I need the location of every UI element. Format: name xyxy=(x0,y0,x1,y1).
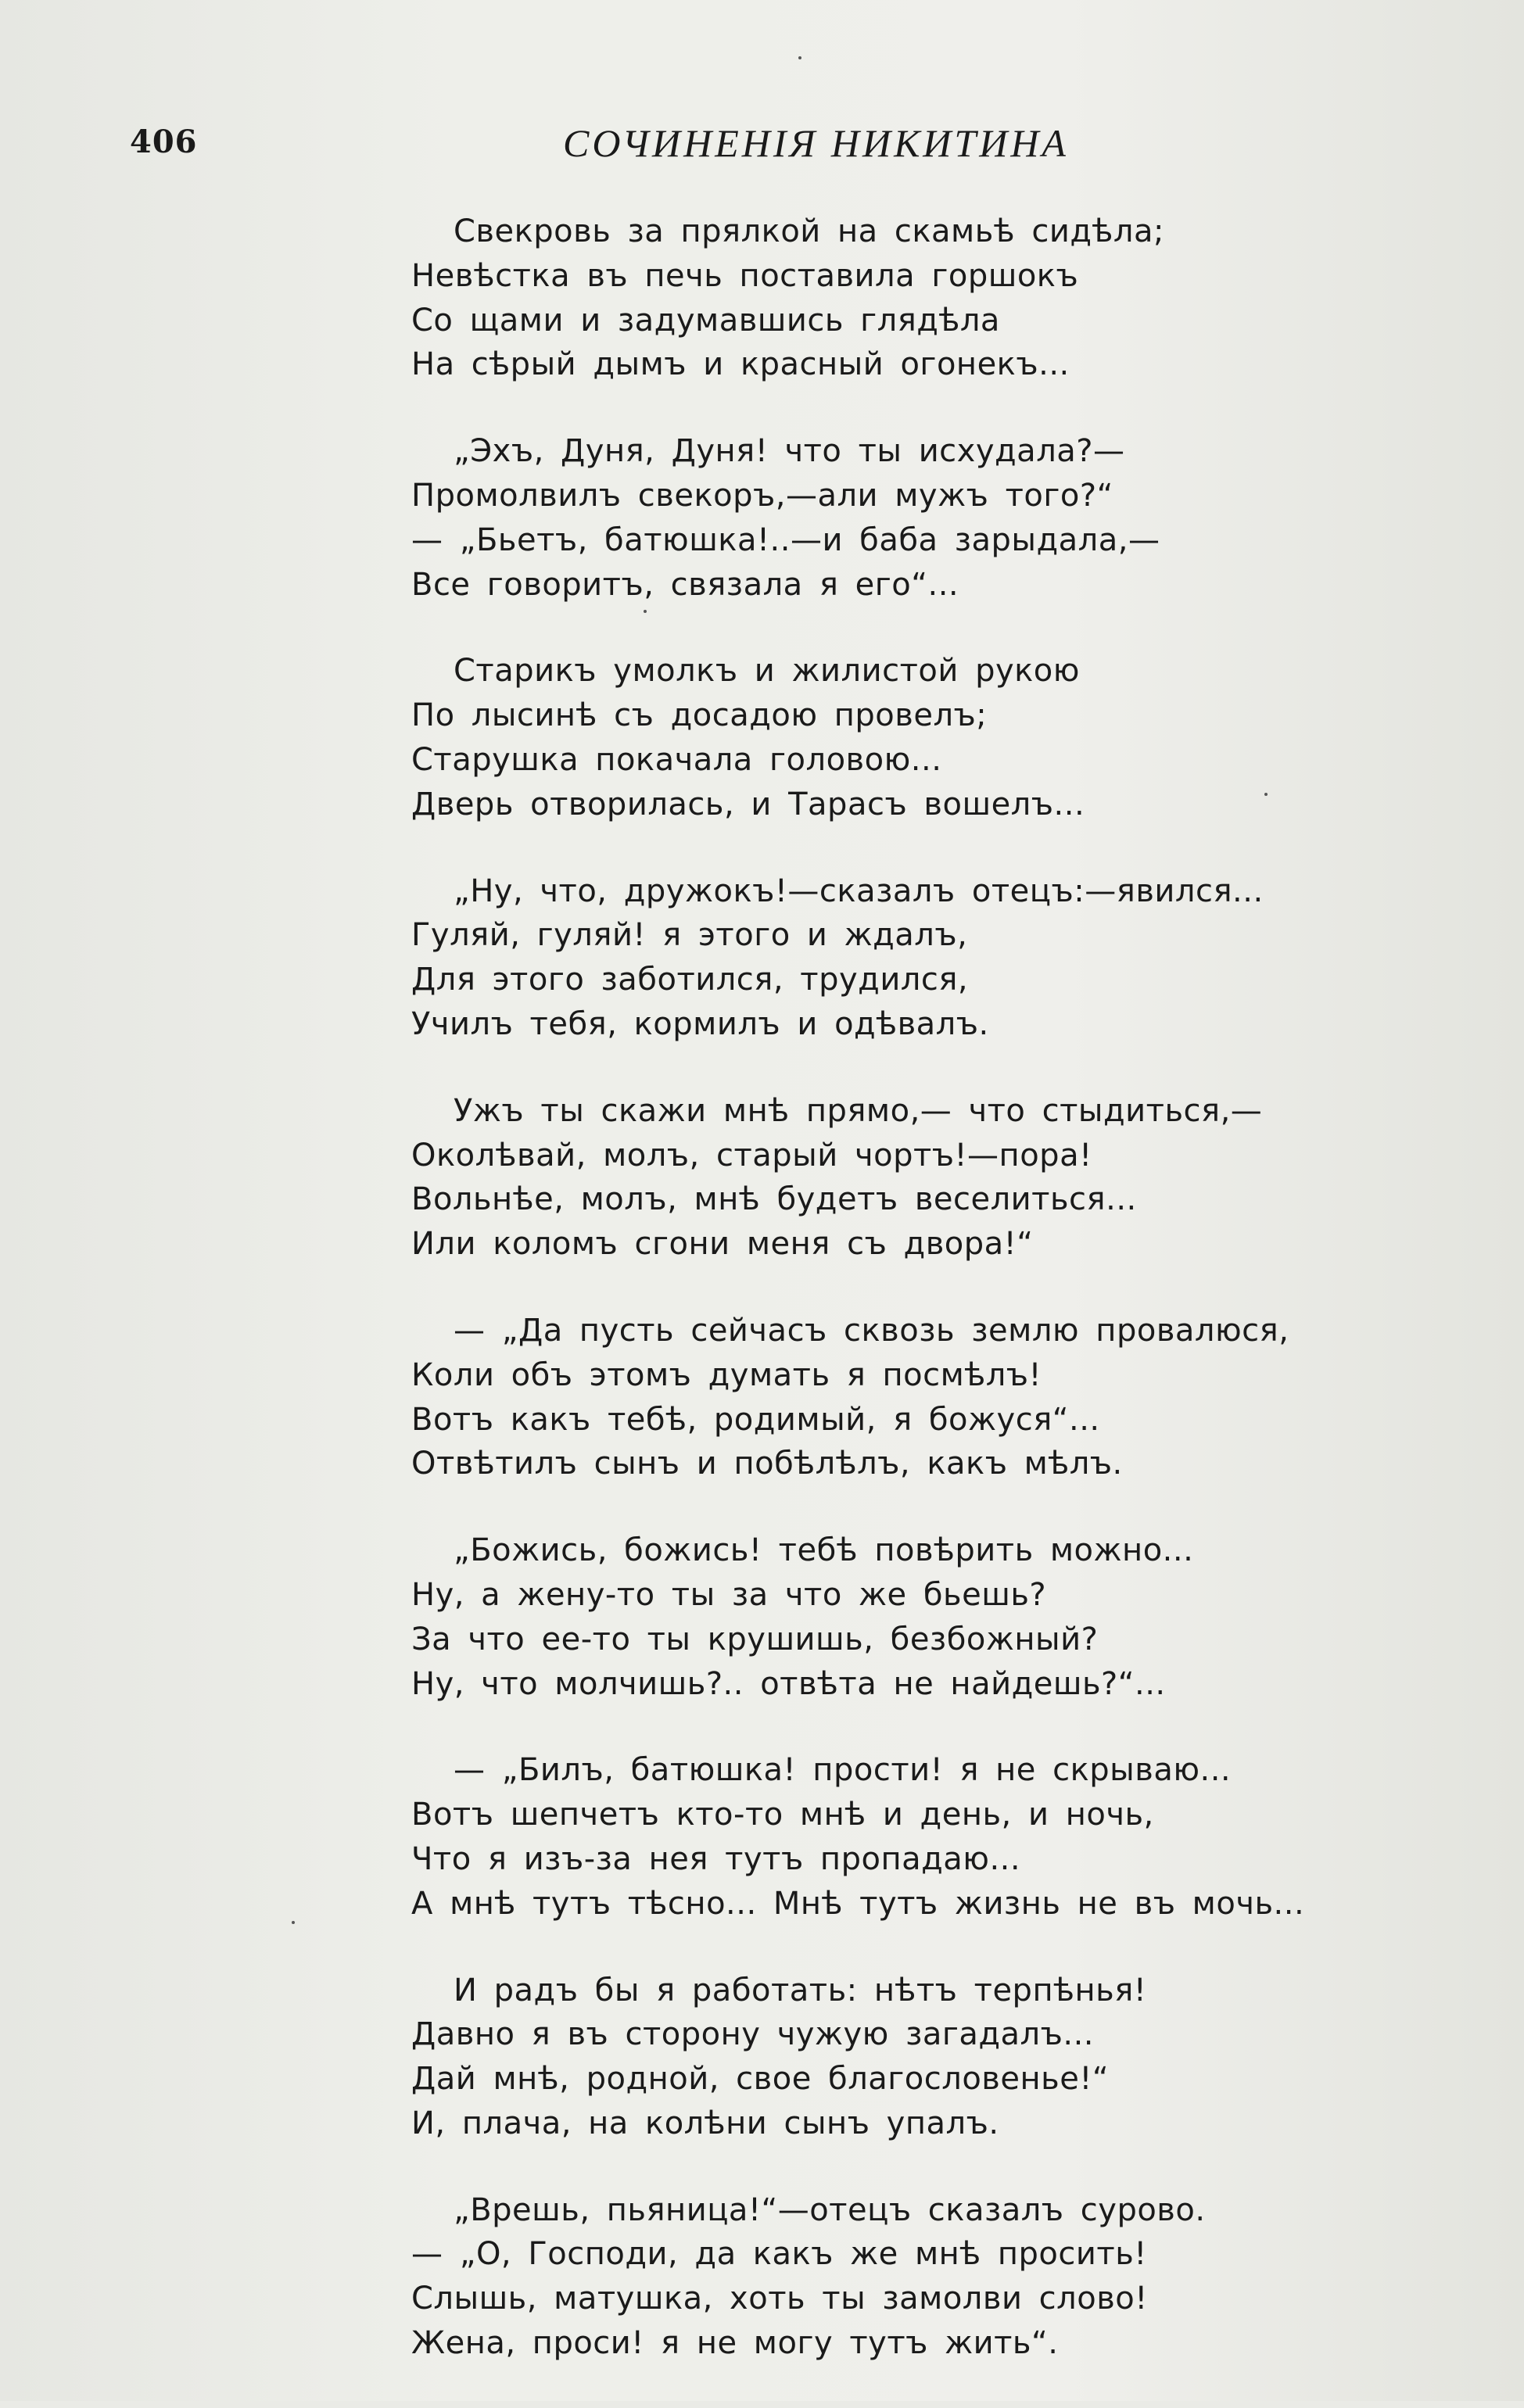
verse-line: „Эхъ, Дуня, Дуня! что ты исхудала?— xyxy=(454,433,1125,470)
running-head: СОЧИНЕНІЯ НИКИТИНА xyxy=(563,121,1069,165)
verse-line: — „О, Господи, да какъ же мнѣ просить! xyxy=(411,2236,1147,2273)
verse-line: Что я изъ-за нея тутъ пропадаю... xyxy=(411,1840,1021,1877)
verse-line: И, плача, на колѣни сынъ упалъ. xyxy=(411,2105,999,2141)
stanza xyxy=(411,2188,1350,2366)
verse-line: Гуляй, гуляй! я этого и ждалъ, xyxy=(411,917,968,954)
stanza xyxy=(411,1528,1350,1706)
verse-line: „Врешь, пьяница!“—отецъ сказалъ сурово. xyxy=(454,2191,1206,2228)
verse-line: Старикъ умолкъ и жилистой рукою xyxy=(454,653,1080,690)
verse-line: Дверь отворилась, и Тарасъ вошелъ... xyxy=(411,786,1085,822)
verse-line: По лысинѣ съ досадою провелъ; xyxy=(411,697,988,734)
verse-line: А мнѣ тутъ тѣсно... Мнѣ тутъ жизнь не въ мочь... xyxy=(411,1885,1305,1922)
paper-speck xyxy=(798,56,801,59)
verse-line: Коли объ этомъ думать я посмѣлъ! xyxy=(411,1356,1042,1393)
page-number: 406 xyxy=(130,124,198,160)
stanza xyxy=(411,1969,1350,2146)
stanza xyxy=(411,210,1350,387)
verse-line: Со щами и задумавшись глядѣла xyxy=(411,302,1000,339)
paper-speck xyxy=(644,610,647,613)
stanza xyxy=(411,649,1350,826)
verse-line: Вотъ шепчетъ кто-то мнѣ и день, и ночь, xyxy=(411,1797,1154,1833)
stanza xyxy=(411,429,1350,607)
paper-speck xyxy=(292,1921,295,1924)
verse-line: Дай мнѣ, родной, свое благословенье!“ xyxy=(411,2061,1110,2098)
verse-line: Вольнѣе, молъ, мнѣ будетъ веселиться... xyxy=(411,1181,1137,1218)
stanza xyxy=(411,1309,1350,1486)
verse-line: Или коломъ сгони меня съ двора!“ xyxy=(411,1226,1034,1263)
stanza xyxy=(411,1748,1350,1926)
verse-line: „Ну, что, дружокъ!—сказалъ отецъ:—явился... xyxy=(454,873,1264,909)
verse-line: Все говоритъ, связала я его“... xyxy=(411,566,959,603)
verse-line: Жена, проси! я не могу тутъ жить“. xyxy=(411,2325,1059,2362)
verse-line: „Божись, божись! тебѣ повѣрить можно... xyxy=(454,1532,1194,1569)
verse-line: Ну, что молчишь?.. отвѣта не найдешь?“... xyxy=(411,1665,1166,1702)
verse-line: Промолвилъ свекоръ,—али мужъ того?“ xyxy=(411,477,1113,514)
verse-line: За что ее-то ты крушишь, безбожный? xyxy=(411,1621,1099,1657)
verse-line: Отвѣтилъ сынъ и побѣлѣлъ, какъ мѣлъ. xyxy=(411,1446,1123,1482)
verse-line: На сѣрый дымъ и красный огонекъ... xyxy=(411,346,1070,383)
verse-line: Слышь, матушка, хоть ты замолви слово! xyxy=(411,2281,1148,2317)
verse-line: И радъ бы я работать: нѣтъ терпѣнья! xyxy=(454,1972,1147,2008)
verse-line: Вотъ какъ тебѣ, родимый, я божуся“... xyxy=(411,1401,1100,1438)
verse-line: Давно я въ сторону чужую загадалъ... xyxy=(411,2016,1095,2053)
stanza xyxy=(411,1089,1350,1267)
verse-line: Ну, а жену-то ты за что же бьешь? xyxy=(411,1576,1047,1613)
verse-line: Ужъ ты скажи мнѣ прямо,— что стыдиться,— xyxy=(454,1092,1263,1129)
verse-line: Свекровь за прялкой на скамьѣ сидѣла; xyxy=(454,213,1164,249)
verse-line: — „Да пусть сейчасъ сквозь землю провалюся, xyxy=(454,1312,1289,1349)
verse-line: Училъ тебя, кормилъ и одѣвалъ. xyxy=(411,1005,989,1042)
verse-line: Околѣвай, молъ, старый чортъ!—пора! xyxy=(411,1137,1092,1174)
verse-line: Старушка покачала головою... xyxy=(411,741,942,778)
paper-speck xyxy=(1264,793,1268,796)
verse-line: Для этого заботился, трудился, xyxy=(411,962,969,998)
poem-body xyxy=(411,210,1350,2408)
stanza xyxy=(411,869,1350,1047)
verse-line: — „Билъ, батюшка! прости! я не скрываю... xyxy=(454,1752,1232,1789)
verse-line: — „Бьетъ, батюшка!..—и баба зарыдала,— xyxy=(411,521,1160,558)
verse-line: Невѣстка въ печь поставила горшокъ xyxy=(411,257,1079,294)
